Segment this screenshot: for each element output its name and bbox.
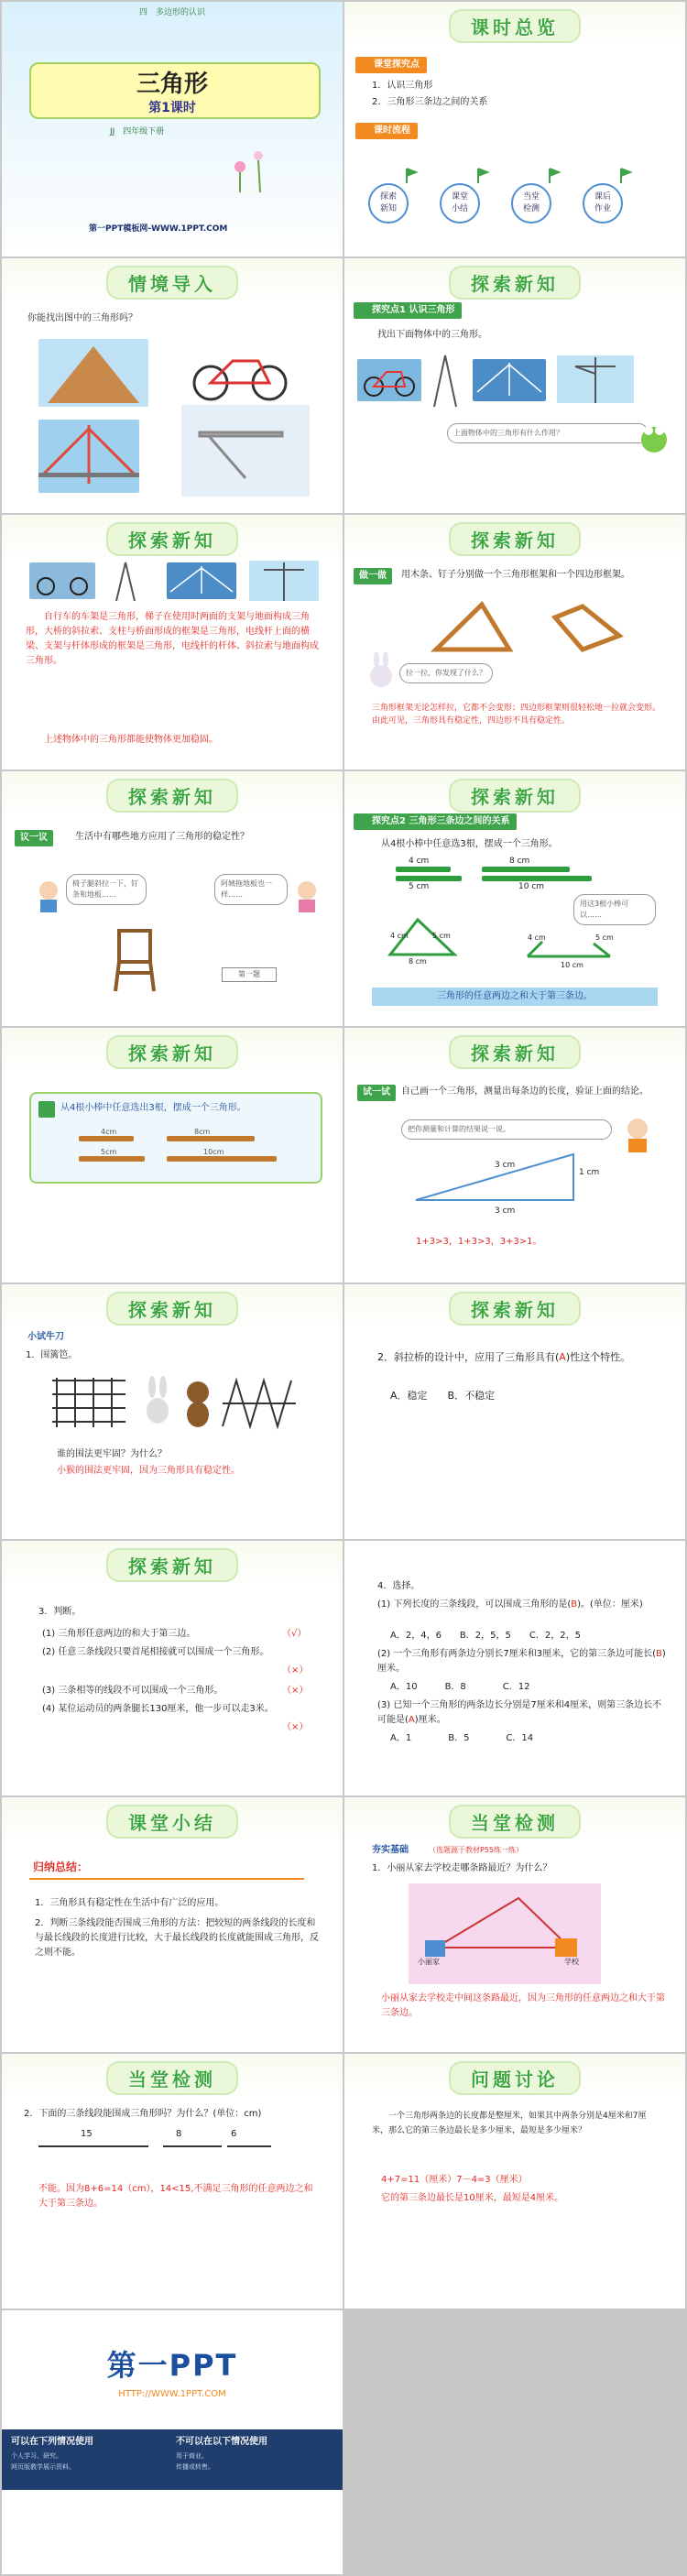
slide-explain[interactable] bbox=[2, 515, 343, 770]
stick-label-2: 8cm bbox=[194, 1128, 211, 1136]
choose-a3: A bbox=[408, 1715, 415, 1725]
bridge-question: 2．斜拉桥的设计中，应用了三角形具有(A)性这个特性。 bbox=[377, 1351, 631, 1363]
slide-banner bbox=[2, 1028, 343, 1074]
stick-label-1: 4 cm bbox=[409, 857, 430, 866]
slide-banner bbox=[344, 515, 685, 561]
triangle-fence bbox=[218, 1376, 300, 1431]
slide-banner bbox=[344, 2, 685, 48]
flow-step-3[interactable]: 当堂 检测 bbox=[511, 183, 551, 224]
fence-question: 1．围篱笆。 bbox=[26, 1350, 78, 1360]
slide-banner bbox=[2, 515, 343, 561]
stick-label-3: 5 cm bbox=[409, 882, 430, 891]
slide-overview[interactable] bbox=[344, 2, 685, 257]
grid-fence bbox=[48, 1376, 130, 1431]
choose-o3: A．1 B．5 C．14 bbox=[390, 1733, 534, 1743]
flow-step-2[interactable]: 课堂 小结 bbox=[440, 183, 480, 224]
side-label-1: 3 cm bbox=[495, 1161, 516, 1170]
slide-choose[interactable] bbox=[344, 1541, 685, 1796]
slide-banner bbox=[344, 2054, 685, 2100]
slide-discussion[interactable] bbox=[344, 2054, 685, 2309]
sides-conclusion: 三角形的任意两边之和大于第三条边。 bbox=[372, 988, 658, 1006]
slide-banner bbox=[2, 1284, 343, 1330]
slide-banner bbox=[2, 2054, 343, 2100]
divider bbox=[29, 1878, 304, 1880]
stick-label-4: 10 cm bbox=[518, 882, 545, 891]
bicycle-thumb bbox=[357, 359, 421, 401]
try-bubble: 把你测量和计算的结果说一说。 bbox=[401, 1119, 612, 1140]
pole-thumb bbox=[249, 561, 319, 601]
slide-banner bbox=[2, 1797, 343, 1843]
choose-a1: B bbox=[571, 1599, 578, 1610]
footer-panel[interactable] bbox=[2, 2310, 343, 2574]
explain-paragraph: 自行车的车架是三角形，梯子在使用时两面的支架与地面构成三角形，大桥的斜拉索、支柱与桥面形成的框架是三角形，电线杆上面的横梁、支架与杆体形成的框架是三角形，电线杆的杆体、斜拉索与地面构成三角形。 bbox=[26, 612, 319, 666]
section-title: 小试牛刀 bbox=[27, 1332, 64, 1342]
judge-question: 3．判断。 bbox=[38, 1607, 82, 1617]
slide-title: 问题讨论 bbox=[449, 2061, 581, 2095]
side-label-3: 3 cm bbox=[495, 1206, 516, 1216]
slide-banner bbox=[2, 771, 343, 817]
pyramid-picture bbox=[38, 339, 148, 407]
bridge-picture bbox=[38, 420, 139, 493]
slide-banner bbox=[344, 771, 685, 817]
footer-url[interactable]: HTTP://WWW.1PPT.COM bbox=[118, 2389, 226, 2399]
tri-label-1: 4 cm bbox=[390, 932, 409, 940]
rabbit-icon bbox=[365, 652, 398, 689]
tri-label-6: 10 cm bbox=[561, 961, 583, 969]
stick-label-3: 5cm bbox=[101, 1148, 117, 1156]
segments-question: 2．下面的三条线段能围成三角形吗？为什么？(单位：cm) bbox=[24, 2109, 262, 2119]
slide-title: 探索新知 bbox=[106, 522, 238, 556]
section-note: （选题源于教材P55练一练） bbox=[429, 1846, 524, 1854]
bridge-thumb bbox=[473, 359, 546, 401]
judge-item-4: (4) 某位运动员的两条腿长130厘米，他一步可以走3米。 bbox=[42, 1704, 274, 1714]
site-label: 第一PPT模板网-WWW.1PPT.COM bbox=[89, 224, 228, 234]
try-instruction: 自己画一个三角形，测量出每条边的长度，验证上面的结论。 bbox=[401, 1086, 649, 1097]
slide-title: 探索新知 bbox=[106, 1548, 238, 1582]
choose-o1: A．2，4，6 B．2，5，5 C．2，2，5 bbox=[390, 1631, 581, 1641]
bicycle-thumb bbox=[29, 562, 95, 599]
tri-label-4: 4 cm bbox=[528, 933, 546, 942]
explore-tag: 探究点1 认识三角形 bbox=[354, 302, 462, 319]
bridge-thumb bbox=[167, 562, 236, 599]
ladder-thumb bbox=[112, 561, 139, 603]
cover-grade: JJ 四年级下册 bbox=[110, 127, 165, 136]
slide-banner bbox=[344, 258, 685, 304]
slide-title: 探索新知 bbox=[106, 1292, 238, 1326]
discussion-answer-2: 它的第三条边最长是10厘米，最短是4厘米。 bbox=[381, 2193, 564, 2203]
cover-lesson: 第1课时 bbox=[148, 101, 196, 115]
flow-step-4[interactable]: 课后 作业 bbox=[583, 183, 623, 224]
slide-title: 课时总览 bbox=[449, 9, 581, 43]
stick-1 bbox=[396, 867, 451, 872]
slide-title: 探索新知 bbox=[449, 522, 581, 556]
find-instruction: 找出下面物体中的三角形。 bbox=[377, 330, 487, 340]
slide-bridge-question[interactable] bbox=[344, 1284, 685, 1539]
girl-icon bbox=[293, 879, 321, 912]
stick-2 bbox=[167, 1136, 255, 1141]
slide-check-2[interactable] bbox=[2, 2054, 343, 2309]
number-badge bbox=[38, 1101, 55, 1118]
summary-item-2: 2．判断三条线段能否围成三角形的方法：把较短的两条线段的长度和与最长线段的长度进行比较，大于最长线段的长度就能围成三角形，反之则不能。 bbox=[35, 1918, 319, 1958]
slide-title: 探索新知 bbox=[449, 1035, 581, 1069]
side-label-2: 1 cm bbox=[579, 1168, 600, 1177]
stick-label-1: 4cm bbox=[101, 1128, 117, 1136]
slide-banner bbox=[2, 258, 343, 304]
frames-instruction: 用木条、钉子分别做一个三角形框架和一个四边形框架。 bbox=[401, 570, 630, 580]
bridge-options: A．稳定 B．不稳定 bbox=[390, 1390, 496, 1402]
stick-1 bbox=[79, 1136, 134, 1141]
summary-item-1: 1．三角形具有稳定性在生活中有广泛的应用。 bbox=[35, 1898, 224, 1908]
choose-q2: (2) 一个三角形有两条边分别长7厘米和3厘米，它的第三条边可能长(B)厘米。 bbox=[377, 1649, 666, 1674]
map-label-school: 学校 bbox=[564, 1958, 579, 1966]
slide-title: 当堂检测 bbox=[449, 1805, 581, 1839]
slide-title: 探索新知 bbox=[449, 266, 581, 300]
try-answer: 1+3>3，1+3>3，3+3>1。 bbox=[416, 1237, 542, 1247]
seg-label-2: 8 bbox=[176, 2129, 182, 2139]
flower-icon bbox=[222, 139, 295, 194]
kid-bubble-1: 椅子腿斜拉一下，钉条和地板…… bbox=[66, 874, 147, 905]
discussion-question: 一个三角形两条边的长度都是整厘米，如果其中两条分别是4厘米和7厘米，那么它的第三条边最长是多少厘米，最短是多少厘米？ bbox=[372, 2112, 647, 2135]
segment-2 bbox=[163, 2145, 222, 2147]
point-tag: 课堂探究点 bbox=[355, 57, 427, 73]
slide-title: 探索新知 bbox=[449, 779, 581, 813]
judge-item-1: (1) 三角形任意两边的和大于第三边。 bbox=[42, 1629, 196, 1639]
frames-conclusion: 三角形框架无论怎样拉，它都不会变形；四边形框架则很轻松地一拉就会变形。由此可见，三角形具有稳定性，四边形不具有稳定性。 bbox=[372, 704, 661, 726]
judge-item-3: (3) 三条相等的线段不可以围成一个三角形。 bbox=[42, 1686, 224, 1696]
boy-icon bbox=[619, 1116, 656, 1152]
slide-banner bbox=[344, 1284, 685, 1330]
slide-banner bbox=[2, 1541, 343, 1587]
cannot-line-2: 传播或转售。 bbox=[176, 2463, 214, 2471]
try-badge: 试一试 bbox=[357, 1085, 396, 1101]
question-bubble: 上面物体中的三角形有什么作用？ bbox=[447, 423, 649, 443]
frog-icon bbox=[638, 420, 671, 456]
map-label-home: 小丽家 bbox=[418, 1958, 440, 1966]
can-line-2: 网页版教学展示资料。 bbox=[11, 2463, 75, 2471]
discuss-badge: 议一议 bbox=[15, 830, 53, 846]
slide-title: 探索新知 bbox=[106, 779, 238, 813]
slide-check-1[interactable] bbox=[344, 1797, 685, 2052]
intro-question: 你能找出图中的三角形吗？ bbox=[27, 313, 137, 323]
choose-q3: (3) 已知一个三角形的两条边长分别是7厘米和4厘米，则第三条边长不可能是(A)厘米。 bbox=[377, 1700, 662, 1725]
summary-heading: 归纳总结： bbox=[33, 1861, 89, 1873]
slide-sticks[interactable] bbox=[2, 1028, 343, 1283]
frames-picture bbox=[427, 599, 628, 654]
seg-label-3: 6 bbox=[231, 2129, 237, 2139]
monkey-icon bbox=[181, 1374, 214, 1429]
slide-title: 当堂检测 bbox=[106, 2061, 238, 2095]
footer-logo: 第一PPT bbox=[106, 2348, 238, 2383]
slide-frames[interactable] bbox=[344, 515, 685, 770]
point-1: 1．认识三角形 bbox=[372, 81, 433, 91]
slide-title: 课堂小结 bbox=[106, 1805, 238, 1839]
empty-panel bbox=[344, 2310, 685, 2574]
segment-1 bbox=[38, 2145, 148, 2147]
slide-try[interactable] bbox=[344, 1028, 685, 1283]
judge-mark-2: （×） bbox=[282, 1665, 309, 1675]
judge-item-2: (2) 任意三条线段只要首尾相接就可以围成一个三角形。 bbox=[42, 1647, 269, 1657]
slide-banner bbox=[344, 1028, 685, 1074]
tri-label-3: 8 cm bbox=[409, 957, 427, 966]
chapter-label: 四 多边形的认识 bbox=[139, 8, 206, 17]
can-line-1: 个人学习、研究。 bbox=[11, 2452, 62, 2460]
slide-cover[interactable] bbox=[2, 2, 343, 257]
discuss-question: 生活中有哪些地方应用了三角形的稳定性？ bbox=[75, 832, 249, 842]
slide-sides[interactable] bbox=[344, 771, 685, 1026]
explain-summary: 上述物体中的三角形都能使物体更加稳固。 bbox=[44, 735, 218, 745]
choose-a2: B bbox=[655, 1649, 662, 1659]
chair-picture bbox=[112, 929, 158, 993]
point-2: 2．三角形三条边之间的关系 bbox=[372, 97, 488, 107]
choose-o2: A．10 B．8 C．12 bbox=[390, 1682, 530, 1692]
stick-label-2: 8 cm bbox=[509, 857, 530, 866]
slide-fence[interactable] bbox=[2, 1284, 343, 1539]
slide-find-triangles[interactable] bbox=[344, 258, 685, 513]
bicycle-picture bbox=[185, 341, 295, 405]
slide-intro[interactable] bbox=[2, 258, 343, 513]
explore-tag: 探究点2 三角形三条边之间的关系 bbox=[354, 813, 517, 830]
sticks-instruction: 从4根小棒中任意选出3根，摆成一个三角形。 bbox=[60, 1103, 246, 1113]
drawn-triangle bbox=[412, 1149, 577, 1204]
discussion-answer-1: 4+7=11（厘米）7－4=3（厘米） bbox=[381, 2175, 528, 2185]
stick-2 bbox=[482, 867, 570, 872]
flag-icons bbox=[399, 167, 656, 185]
judge-mark-3: （×） bbox=[282, 1686, 309, 1696]
flow-tag: 课时流程 bbox=[355, 123, 418, 139]
can-title: 可以在下列情况使用 bbox=[11, 2437, 93, 2447]
flow-step-1[interactable]: 探索 新知 bbox=[368, 183, 409, 224]
ladder-thumb bbox=[427, 354, 463, 409]
rabbit-icon bbox=[139, 1374, 176, 1429]
slide-summary[interactable] bbox=[2, 1797, 343, 2052]
slide-discuss[interactable] bbox=[2, 771, 343, 1026]
check-question: 1．小丽从家去学校走哪条路最近？为什么？ bbox=[372, 1863, 552, 1873]
sides-bubble: 用这3根小棒可以…… bbox=[573, 894, 656, 925]
section-title: 夯实基础 bbox=[372, 1845, 409, 1855]
sides-instruction: 从4根小棒中任意选3根，摆成一个三角形。 bbox=[381, 839, 558, 849]
pole-thumb bbox=[557, 355, 634, 403]
judge-mark-1: （√） bbox=[282, 1629, 307, 1639]
kid-bubble-2: 阿姨拖地板也一样…… bbox=[214, 874, 288, 905]
segments-answer: 不能。因为8+6=14（cm），14<15,不满足三角形的任意两边之和大于第三条边。 bbox=[38, 2184, 313, 2209]
check-answer: 小丽从家去学校走中间这条路最近，因为三角形的任意两边之和大于第三条边。 bbox=[381, 1993, 665, 2018]
tri-label-5: 5 cm bbox=[595, 933, 614, 942]
shelf-picture bbox=[181, 405, 310, 497]
cannot-title: 不可以在以下情况使用 bbox=[176, 2437, 267, 2447]
cover-title: 三角形 bbox=[136, 71, 208, 98]
slide-banner bbox=[344, 1797, 685, 1843]
boy-icon bbox=[35, 879, 62, 912]
choose-question: 4．选择。 bbox=[377, 1581, 420, 1591]
segment-3 bbox=[227, 2145, 271, 2147]
activity-badge: 做一做 bbox=[354, 568, 392, 584]
stick-label-4: 10cm bbox=[203, 1148, 224, 1156]
cannot-line-1: 用于商业。 bbox=[176, 2452, 208, 2460]
tri-label-2: 5 cm bbox=[432, 932, 451, 940]
slide-title: 情境导入 bbox=[106, 266, 238, 300]
slide-title: 探索新知 bbox=[449, 1292, 581, 1326]
stick-4 bbox=[167, 1156, 277, 1162]
pull-bubble: 拉一拉，你发现了什么？ bbox=[399, 663, 493, 683]
judge-mark-4: （×） bbox=[282, 1722, 309, 1732]
slide-title: 探索新知 bbox=[106, 1035, 238, 1069]
seg-label-1: 15 bbox=[81, 2129, 93, 2139]
choose-q1: (1) 下列长度的三条线段，可以围成三角形的是(B)。(单位：厘米) bbox=[377, 1599, 643, 1610]
fence-ask: 谁的围法更牢固？为什么？ bbox=[57, 1449, 167, 1459]
fence-answer: 小猴的围法更牢固，因为三角形具有稳定性。 bbox=[57, 1466, 240, 1476]
stick-3 bbox=[79, 1156, 145, 1162]
slide-judge[interactable] bbox=[2, 1541, 343, 1796]
sign-label: 第一题 bbox=[222, 967, 277, 982]
bridge-answer: A bbox=[559, 1351, 566, 1363]
